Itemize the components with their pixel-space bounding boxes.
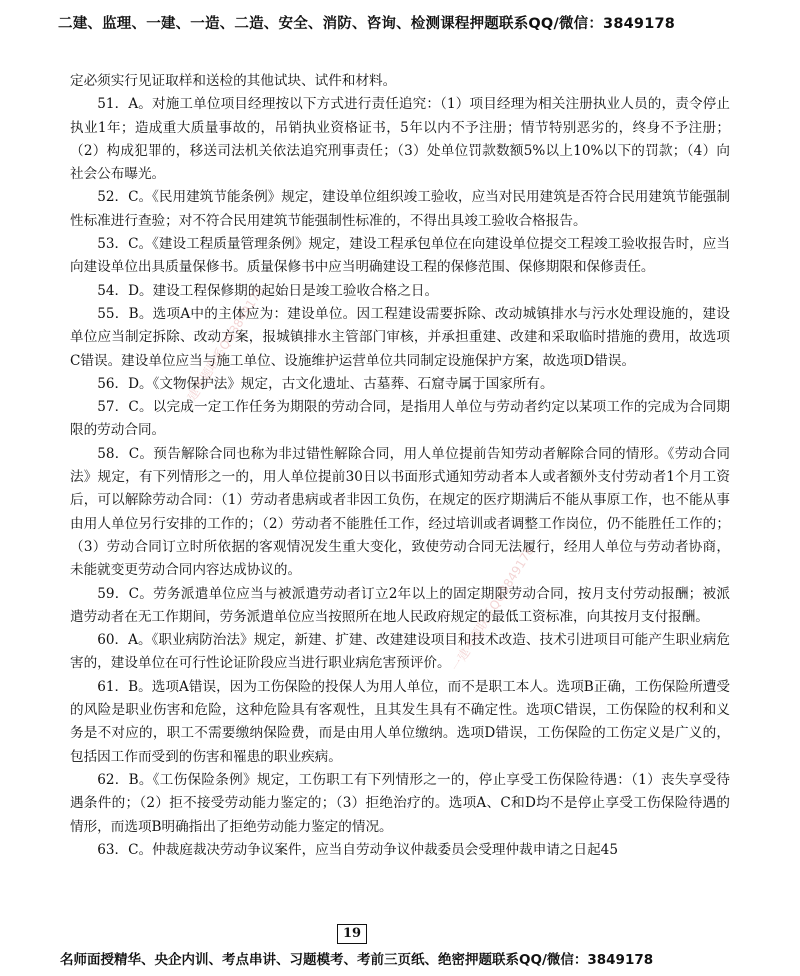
answer-51: 51．A。对施工单位项目经理按以下方式进行责任追究：（1）项目经理为相关注册执业人员的，责令停止执业1年；造成重大质量事故的，吊销执业资格证书，5年以内不予注册；情节特别恶劣的，终身不予注册；（2）构成犯罪的，移送司法机关依法追究刑事责任；（3）处单位罚款数额5%以上10%以下的罚款；（4）向社会公布曝光。 xyxy=(70,96,730,183)
watermark: 一建考题联系QQ3849178 xyxy=(448,543,537,674)
answer-52: 52．C。《民用建筑节能条例》规定，建设单位组织竣工验收，应当对民用建筑是否符合民用建筑节能强制性标准进行查验；对不符合民用建筑节能强制性标准的，不得出具竣工验收合格报告。 xyxy=(70,189,730,229)
answer-56: 56．D。《文物保护法》规定，古文化遗址、古墓葬、石窟寺属于国家所有。 xyxy=(97,375,554,392)
answer-55: 55．B。选项A中的主体应为：建设单位。因工程建设需要拆除、改动城镇排水与污水处理设施的，建设单位应当制定拆除、改动方案，报城镇排水主管部门审核，并承担重建、改建和采取临时措施的费用，故选项C错误。建设单位应当与施工单位、设施维护运营单位共同制定设施保护方案，故选项D错误。 xyxy=(70,305,730,369)
document-body xyxy=(70,70,730,862)
answer-53: 53．C。《建设工程质量管理条例》规定，建设工程承包单位在向建设单位提交工程竣工验收报告时，应当向建设单位出具质量保修书。质量保修书中应当明确建设工程的保修范围、保修期限和保修责任。 xyxy=(70,236,730,276)
header-banner: 二建、监理、一建、一造、二造、安全、消防、咨询、检测课程押题联系QQ/微信：3849178 xyxy=(58,16,676,32)
paragraph-50-continuation: 定必须实行见证取样和送检的其他试块、试件和材料。 xyxy=(70,73,397,89)
answer-62: 62．B。《工伤保险条例》规定，工伤职工有下列情形之一的，停止享受工伤保险待遇：（1）丧失享受待遇条件的；（2）拒不接受劳动能力鉴定的；（3）拒绝治疗的。选项A、C和D均不是停止享受工伤保险待遇的情形，而选项B明确指出了拒绝劳动能力鉴定的情况。 xyxy=(70,771,730,835)
watermark: 一建考题联系QQ3849178 xyxy=(178,283,267,414)
answer-61: 61．B。选项A错误，因为工伤保险的投保人为用人单位，而不是职工本人。选项B正确，工伤保险所遭受的风险是职业伤害和危险，这种危险具有客观性，且其发生具有不确定性。选项C错误，工伤保险的权利和义务是不对应的，职工不需要缴纳保险费，而是由用人单位缴纳。选项D错误，工伤保险的工伤定义是广义的，包括因工作而受到的伤害和罹患的职业疾病。 xyxy=(70,678,730,765)
answer-57: 57．C。以完成一定工作任务为期限的劳动合同，是指用人单位与劳动者约定以某项工作的完成为合同期限的劳动合同。 xyxy=(70,399,730,439)
answer-54: 54．D。建设工程保修期的起始日是竣工验收合格之日。 xyxy=(97,282,439,299)
answer-63: 63．C。仲裁庭裁决劳动争议案件，应当自劳动争议仲裁委员会受理仲裁申请之日起45 xyxy=(97,841,618,858)
page-number: 19 xyxy=(337,924,367,944)
footer-banner: 名师面授精华、央企内训、考点串讲、习题模考、考前三页纸、绝密押题联系QQ/微信：3849178 xyxy=(60,952,654,968)
answer-58: 58．C。预告解除合同也称为非过错性解除合同，用人单位提前告知劳动者解除合同的情形。《劳动合同法》规定，有下列情形之一的，用人单位提前30日以书面形式通知劳动者本人或者额外支付劳动者1个月工资后，可以解除劳动合同：（1）劳动者患病或者非因工负伤，在规定的医疗期满后不能从事原工作，也不能从事由用人单位另行安排的工作的；（2）劳动者不能胜任工作，经过培训或者调整工作岗位，仍不能胜任工作的；（3）劳动合同订立时所依据的客观情况发生重大变化，致使劳动合同无法履行，经用人单位与劳动者协商，未能就变更劳动合同内容达成协议的。 xyxy=(70,445,730,579)
answer-60: 60．A。《职业病防治法》规定，新建、扩建、改建建设项目和技术改造、技术引进项目可能产生职业病危害的，建设单位在可行性论证阶段应当进行职业病危害预评价。 xyxy=(70,632,730,672)
answer-59: 59．C。劳务派遣单位应当与被派遣劳动者订立2年以上的固定期限劳动合同，按月支付劳动报酬；被派遣劳动者在无工作期间，劳务派遣单位应当按照所在地人民政府规定的最低工资标准，向其按月支付报酬。 xyxy=(70,585,730,625)
